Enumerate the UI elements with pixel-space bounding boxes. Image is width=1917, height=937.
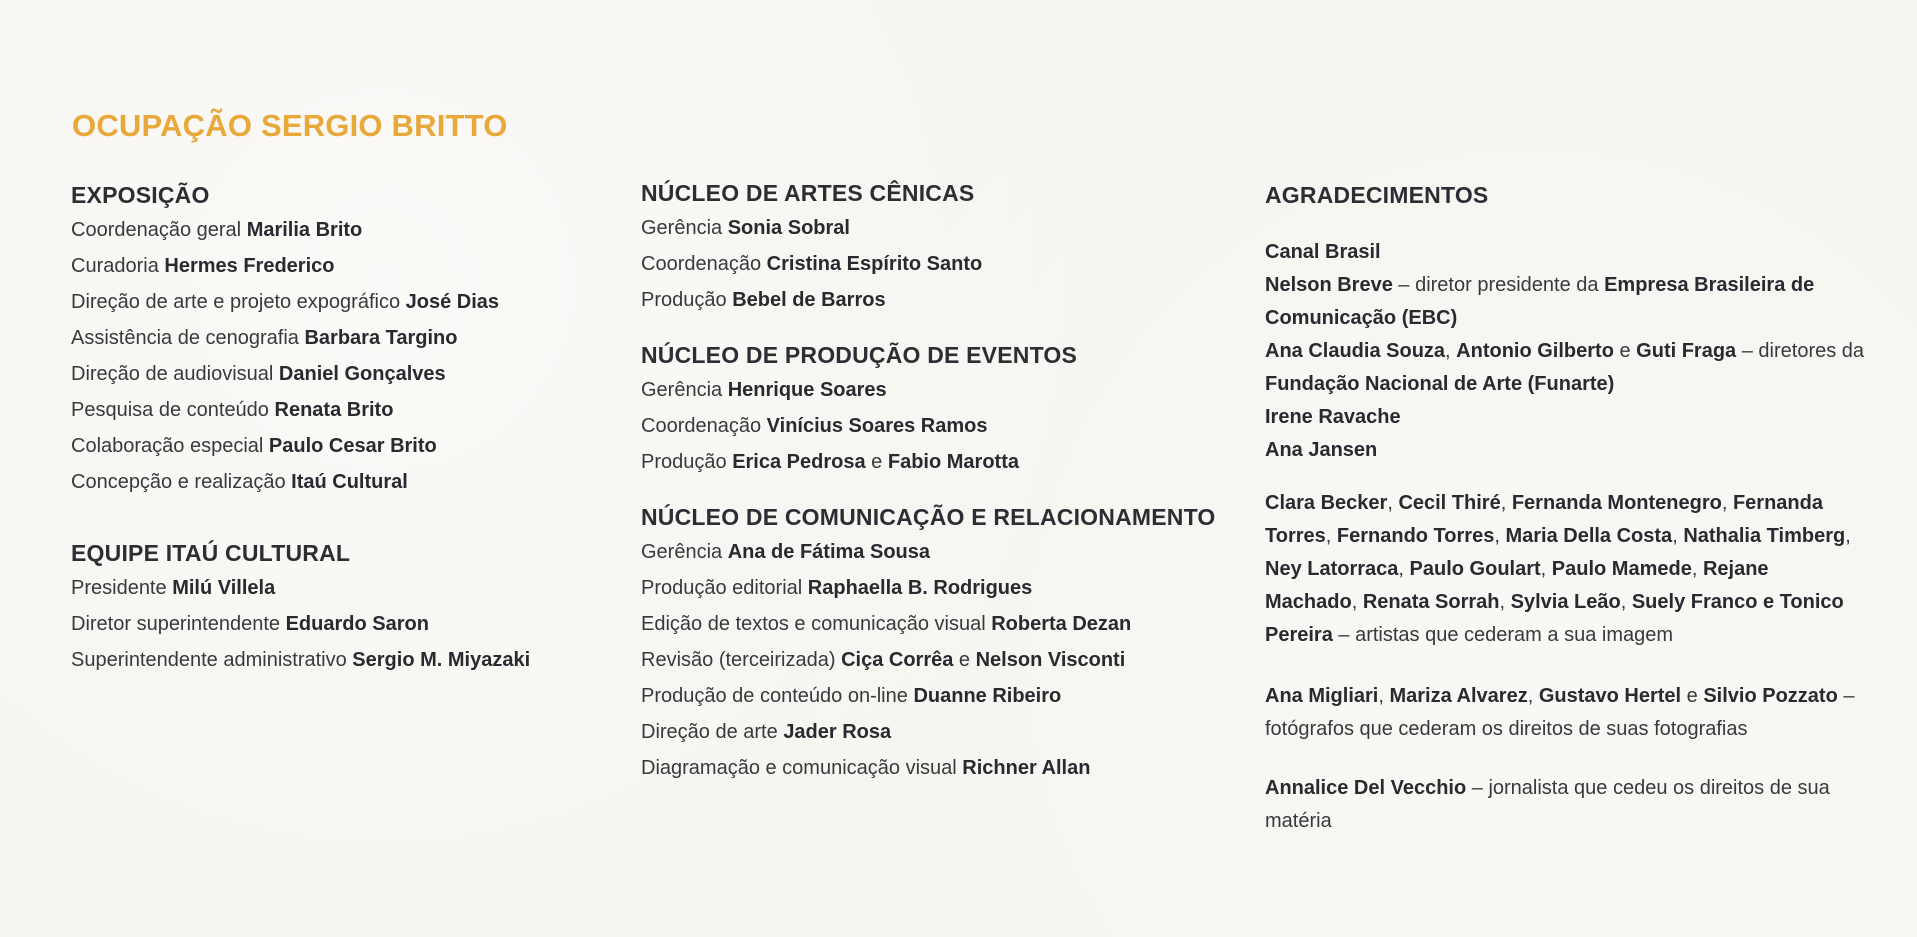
credit-line: Superintendente administrativo Sergio M. Miyazaki	[71, 649, 531, 671]
column-middle	[641, 176, 1241, 786]
ack-irene: Irene Ravache	[1265, 406, 1401, 428]
credit-line: Diretor superintendente Eduardo Saron	[71, 613, 429, 635]
credit-line: Colaboração especial Paulo Cesar Brito	[71, 435, 437, 457]
credit-line: Edição de textos e comunicação visual Roberta Dezan	[641, 613, 1132, 635]
credit-line: Curadoria Hermes Frederico	[71, 255, 335, 277]
credit-line: Gerência Ana de Fátima Sousa	[641, 541, 930, 563]
artist-name: Sylvia Leão	[1510, 591, 1621, 613]
credit-line: Coordenação Vinícius Soares Ramos	[641, 415, 988, 437]
artist-name: Paulo Goulart	[1409, 558, 1541, 580]
credit-line: Direção de audiovisual Daniel Gonçalves	[71, 363, 446, 385]
artist-name: Suely Franco e Tonico Pereira	[1265, 591, 1844, 646]
section-heading-agradecimentos: AGRADECIMENTOS	[1265, 182, 1489, 208]
page-title: OCUPAÇÃO SERGIO BRITTO	[72, 108, 508, 143]
ack-artistas: Clara Becker, Cecil Thiré, Fernanda Montenegro, Fernanda Torres, Fernando Torres, Maria Della Costa, Nathalia Timberg, Ney Latorraca, Paulo Goulart, Paulo Mamede, Rejane Machado, Renata Sorrah, Sylvia Leão, Suely Franco e Tonico Pereira – artistas que cederam a sua imagem	[1265, 492, 1851, 646]
credit-line: Assistência de cenografia Barbara Targino	[71, 327, 458, 349]
artist-name: Nathalia Timberg	[1683, 525, 1846, 547]
artist-name: Fernanda Torres	[1265, 492, 1823, 547]
credit-line: Presidente Milú Villela	[71, 577, 276, 599]
spacer	[1265, 467, 1865, 487]
section-heading-exposicao: EXPOSIÇÃO	[71, 182, 210, 208]
section-heading-artes-cenicas: NÚCLEO DE ARTES CÊNICAS	[641, 180, 975, 206]
credit-line: Diagramação e comunicação visual Richner Allan	[641, 757, 1091, 779]
ack-funarte: Ana Claudia Souza, Antonio Gilberto e Guti Fraga – diretores da Fundação Nacional de Arte (Funarte)	[1265, 340, 1865, 395]
credit-line: Concepção e realização Itaú Cultural	[71, 471, 408, 493]
artist-name: Fernando Torres	[1336, 525, 1495, 547]
ack-nelson: Nelson Breve – diretor presidente da Empresa Brasileira de Comunicação (EBC)	[1265, 274, 1815, 329]
artists-description: – artistas que cederam a sua imagem	[1332, 624, 1674, 646]
ack-fotografos: Ana Migliari, Mariza Alvarez, Gustavo Hertel e Silvio Pozzato – fotógrafos que cederam os direitos de suas fotografias	[1265, 685, 1855, 740]
spacer	[1265, 212, 1865, 236]
artist-name: Rejane Machado	[1265, 558, 1769, 613]
credit-line: Coordenação Cristina Espírito Santo	[641, 253, 983, 275]
ack-canal: Canal Brasil	[1265, 241, 1381, 263]
credit-line: Gerência Henrique Soares	[641, 379, 887, 401]
spacer	[1265, 652, 1865, 680]
spacer	[1265, 746, 1865, 772]
spacer	[71, 500, 591, 536]
credit-line: Produção editorial Raphaella B. Rodrigues	[641, 577, 1033, 599]
artist-name: Fernanda Montenegro	[1511, 492, 1722, 514]
credit-line: Coordenação geral Marilia Brito	[71, 219, 363, 241]
section-heading-comunicacao: NÚCLEO DE COMUNICAÇÃO E RELACIONAMENTO	[641, 504, 1216, 530]
credit-line: Gerência Sonia Sobral	[641, 217, 850, 239]
artist-name: Ney Latorraca	[1265, 558, 1399, 580]
spacer	[641, 318, 1241, 338]
artist-name: Cecil Thiré	[1398, 492, 1501, 514]
spacer	[641, 480, 1241, 500]
artist-name: Paulo Mamede	[1551, 558, 1692, 580]
column-left	[71, 178, 591, 678]
section-heading-producao-eventos: NÚCLEO DE PRODUÇÃO DE EVENTOS	[641, 342, 1078, 368]
credit-line: Produção Erica Pedrosa e Fabio Marotta	[641, 451, 1019, 473]
artist-name: Maria Della Costa	[1505, 525, 1673, 547]
section-heading-equipe: EQUIPE ITAÚ CULTURAL	[71, 540, 351, 566]
credit-line: Direção de arte Jader Rosa	[641, 721, 892, 743]
credit-line: Revisão (terceirizada) Ciça Corrêa e Nelson Visconti	[641, 649, 1126, 671]
credit-line: Pesquisa de conteúdo Renata Brito	[71, 399, 394, 421]
artist-name: Clara Becker	[1265, 492, 1388, 514]
credit-line: Produção Bebel de Barros	[641, 289, 886, 311]
column-right	[1265, 178, 1865, 838]
ack-jornalista: Annalice Del Vecchio – jornalista que cedeu os direitos de sua matéria	[1265, 777, 1830, 832]
ack-ana-jansen: Ana Jansen	[1265, 439, 1378, 461]
artist-name: Renata Sorrah	[1362, 591, 1500, 613]
credit-line: Produção de conteúdo on-line Duanne Ribeiro	[641, 685, 1062, 707]
credit-line: Direção de arte e projeto expográfico José Dias	[71, 291, 500, 313]
